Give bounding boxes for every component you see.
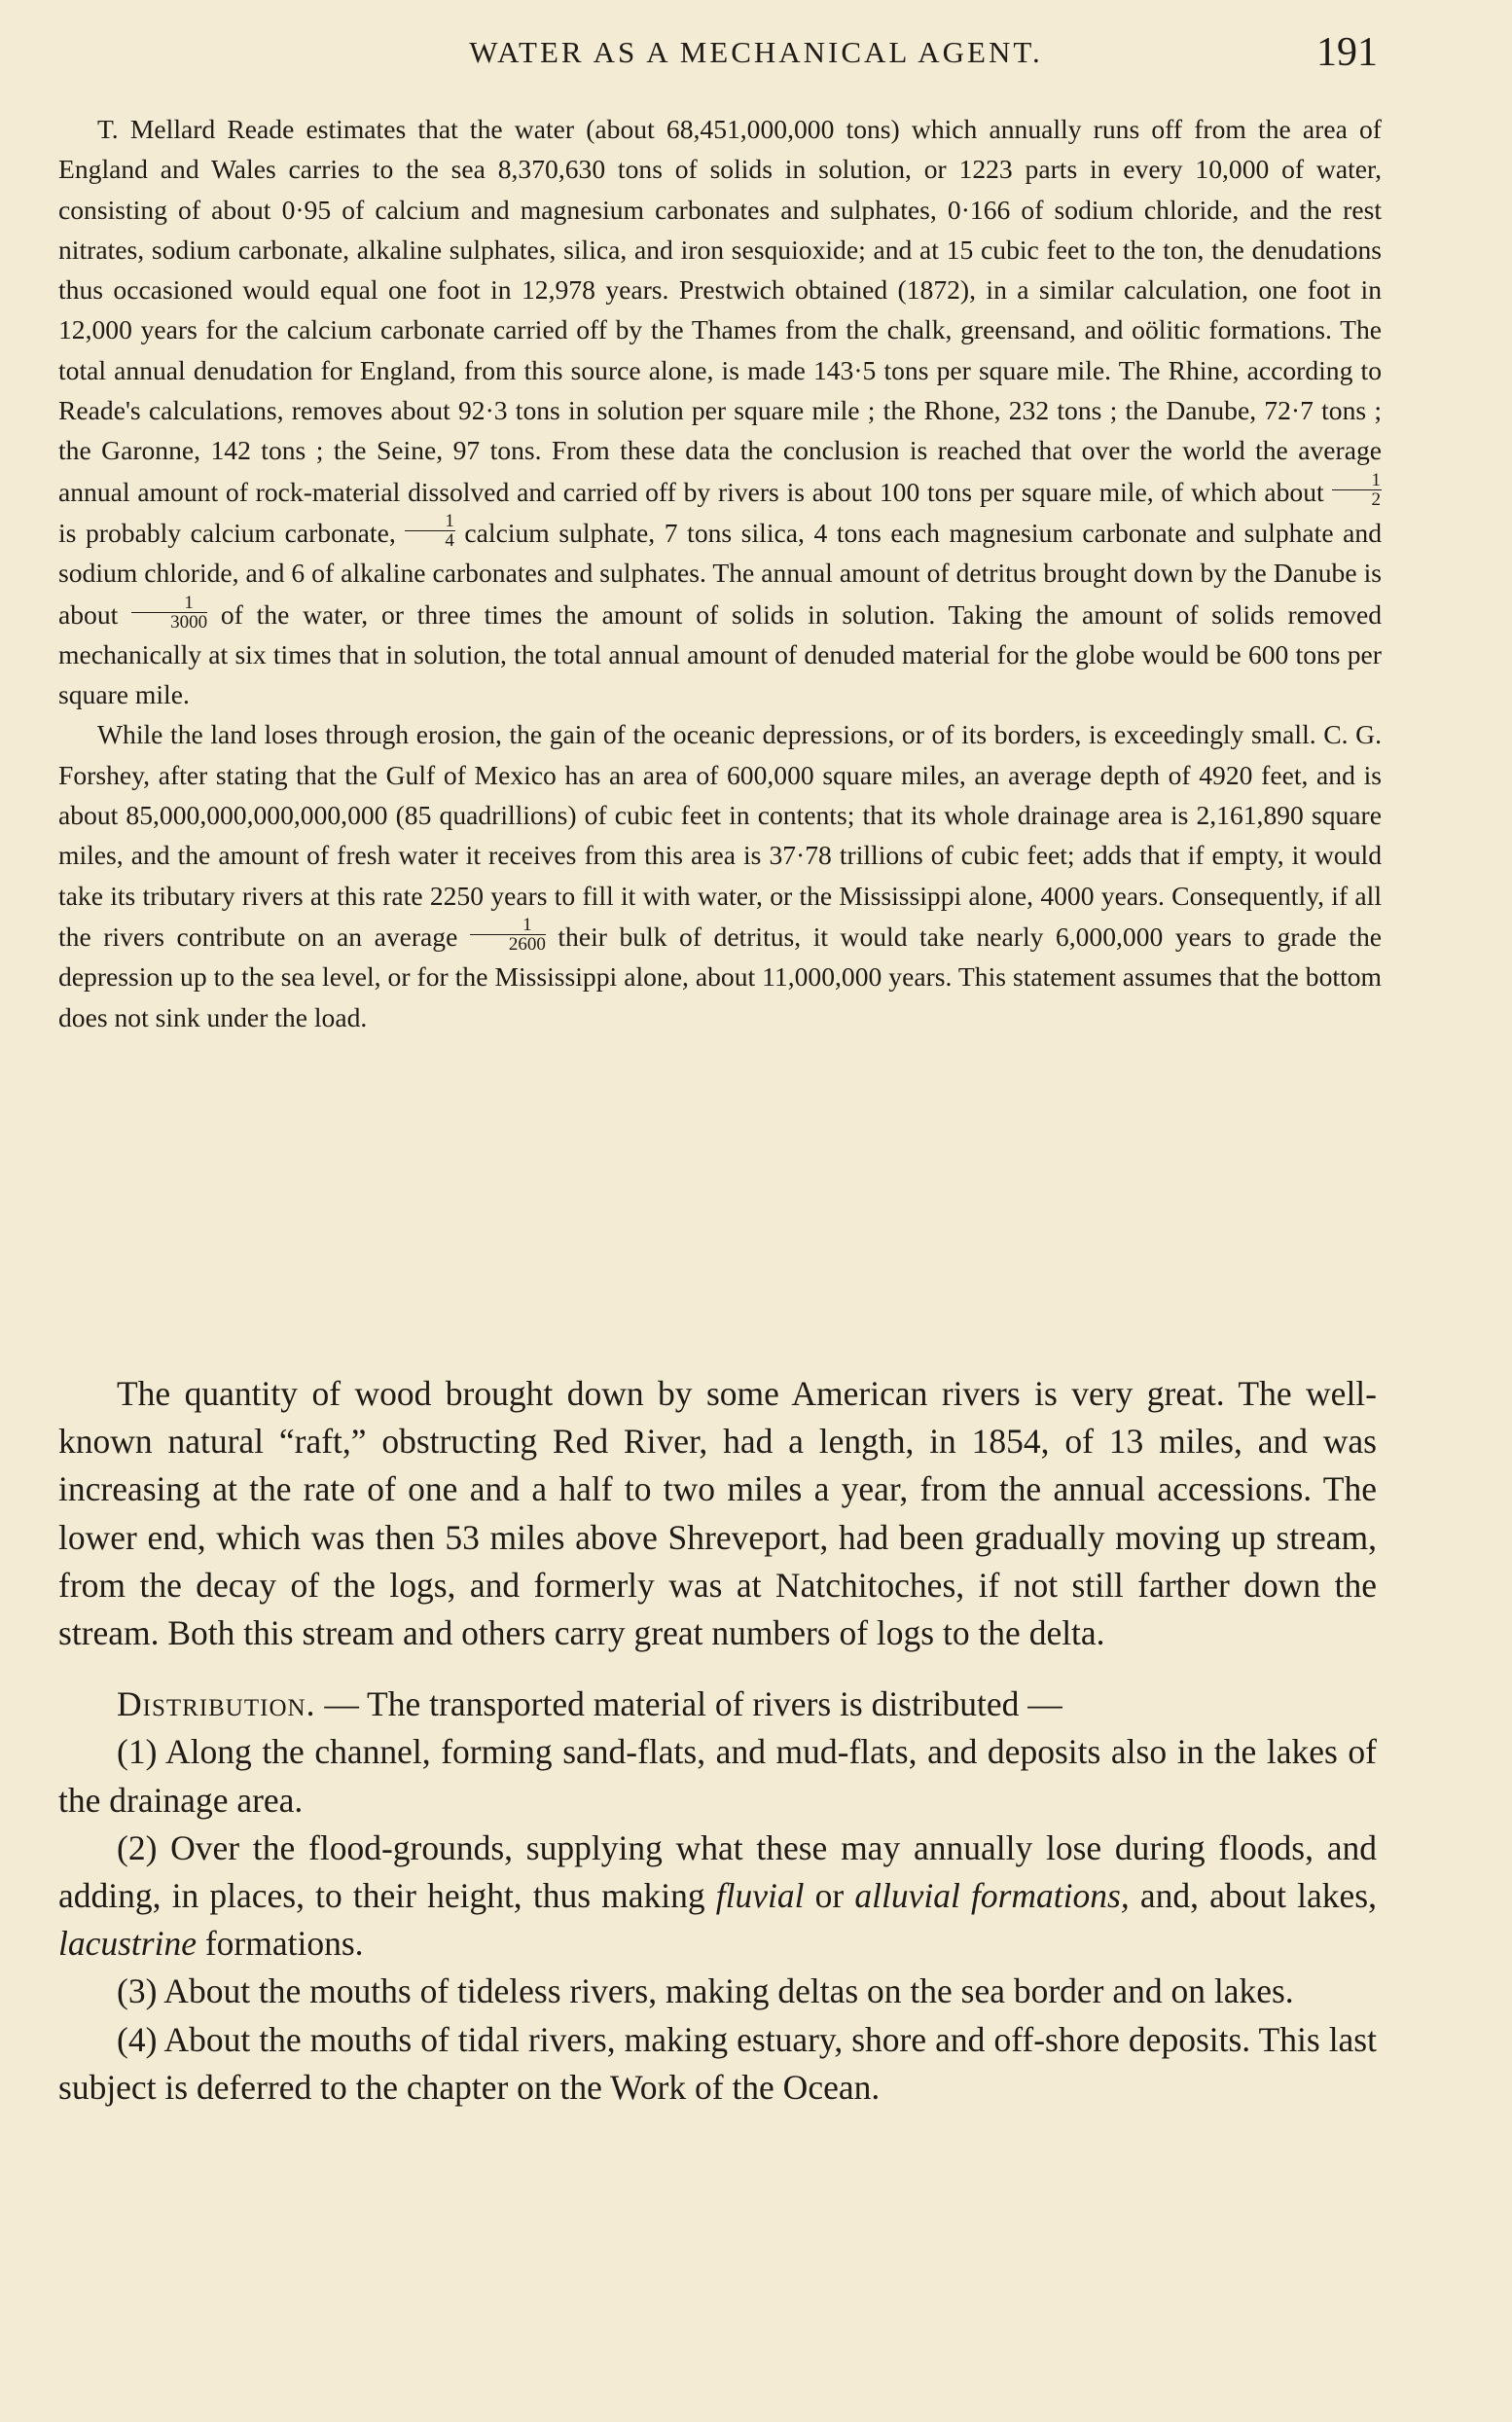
fraction-numerator: 1 [470, 916, 546, 935]
fraction-numerator: 1 [1332, 471, 1383, 490]
paragraph-text: T. Mellard Reade estimates that the water (about 68,451,000,000 tons) which annually runs off from the area of England and Wales carries to the sea 8,370,630 tons of solids in solution, or 1223 parts in every 10,000 of water, consisting of about 0·95 of calcium and magnesium carbonates and sulphates, 0·166 of sodium chloride, and the rest nitrates, sodium carbonate, alkaline sulphates, silica, and iron sesquioxide; and at 15 cubic feet to the ton, the denudations thus occasioned would equal one foot in 12,978 years. Prestwich obtained (1872), in a similar calculation, one foot in 12,000 years for the calcium carbonate carried off by the Thames from the chalk, greensand, and oölitic formations. The total annual denudation for England, from this source alone, is made 143·5 tons per square mile. The Rhine, according to Reade's calculations, removes about 92·3 tons in solution per square mile ; the Rhone, 232 tons ; the Danube, 72·7 tons ; the Garonne, 142 tons ; the Seine, 97 tons. From these data the conclusion is reached that over the world the average annual amount of rock-material dissolved and carried off by rivers is about 100 tons per square mile, of which about [58, 114, 1382, 507]
fraction-denominator: 3000 [170, 611, 208, 633]
page-number: 191 [1316, 30, 1378, 75]
list-item-2 [58, 1825, 1377, 1969]
paragraph-text: (2) Over the flood-grounds, supplying what these may annually lose during floods, and adding, in places, to their height, thus making [58, 1827, 1377, 1916]
paragraph-text: formations. [196, 1924, 364, 1964]
paragraph-text: While the land loses through erosion, the gain of the oceanic depressions, or of its borders, is exceedingly small. C. G. Forshey, after stating that the Gulf of Mexico has an area of 600,000 square miles, an average depth of 4920 feet, and is about 85,000,000,000,000,000 (85 quadrillions) of cubic feet in contents; that its whole drainage area is 2,161,890 square miles, and the amount of fresh water it receives from this area is 37·78 trillions of cubic feet; adds that if empty, it would take its tributary rivers at this rate 2250 years to fill it with water, or the Mississippi alone, 4000 years. Consequently, if all the rivers contribute on an average [58, 719, 1382, 952]
list-item-3: (3) About the mouths of tideless rivers, making deltas on the sea border and on lakes. [117, 1971, 1294, 2011]
paragraph-text: calcium sulphate, 7 tons silica, 4 tons each magnesium carbonate and sulphate and sodium chloride, and 6 of alkaline carbonates and sulphates. The annual amount of detritus brought down by the Danube is about [58, 517, 1382, 630]
fraction-one-3000th [131, 594, 207, 632]
fraction-denominator: 2 [1371, 488, 1381, 510]
section-heading-distribution: Distribution. [117, 1684, 316, 1724]
paragraph-text: or [804, 1876, 855, 1916]
paragraph-text: and, about lakes, [1129, 1876, 1377, 1916]
fraction-one-half [1332, 471, 1383, 509]
paragraph-wood-raft: The quantity of wood brought down by some American rivers is very great. The well-known natural “raft,” obstructing Red River, had a length, in 1854, of 13 miles, and was increasing at the rate of one and a half to two miles a year, from the annual accessions. The lower end, which was then 53 miles above Shreveport, had been gradually moving up stream, from the decay of the logs, and formerly was at Natchitoches, if not still farther down the stream. Both this stream and others carry great numbers of logs to the delta. [58, 1374, 1377, 1653]
list-item-4: (4) About the mouths of tidal rivers, making estuary, shore and off-shore deposits. This last subject is deferred to the chapter on the Work of the Ocean. [58, 2019, 1377, 2107]
paragraph-reade-estimates [58, 109, 1382, 714]
paragraph-distribution-heading [58, 1681, 1377, 1728]
paragraph-text: is probably calcium carbonate, [58, 517, 396, 548]
fraction-numerator: 1 [131, 594, 207, 613]
running-head [58, 29, 1454, 76]
small-print-section [58, 109, 1382, 1037]
italic-term-alluvial: alluvial formations, [854, 1876, 1130, 1916]
paragraph-forshey-gulf [58, 714, 1382, 1036]
running-title: WATER AS A MECHANICAL AGENT. [469, 35, 1043, 69]
fraction-numerator: 1 [405, 512, 455, 531]
fraction-one-2600th [470, 916, 546, 954]
fraction-denominator: 4 [445, 529, 454, 551]
paragraph-text: — The transported material of rivers is distributed — [315, 1684, 1062, 1724]
list-item-1: (1) Along the channel, forming sand-flats, and mud-flats, and deposits also in the lakes of the drainage area. [58, 1732, 1377, 1820]
main-text-section [58, 1370, 1377, 2112]
paragraph-text: their bulk of detritus, it would take nearly 6,000,000 years to grade the depression up to the sea level, or for the Mississippi alone, about 11,000,000 years. This statement assumes that the bottom does not sink under the load. [58, 921, 1383, 1032]
fraction-denominator: 2600 [508, 933, 546, 955]
paragraph-text: of the water, or three times the amount of solids in solution. Taking the amount of solids removed mechanically at six times that in solution, the total annual amount of denuded material for the globe would be 600 tons per square mile. [58, 598, 1382, 710]
fraction-one-quarter [405, 512, 455, 550]
italic-term-lacustrine: lacustrine [58, 1924, 197, 1964]
italic-term-fluvial: fluvial [715, 1876, 805, 1916]
